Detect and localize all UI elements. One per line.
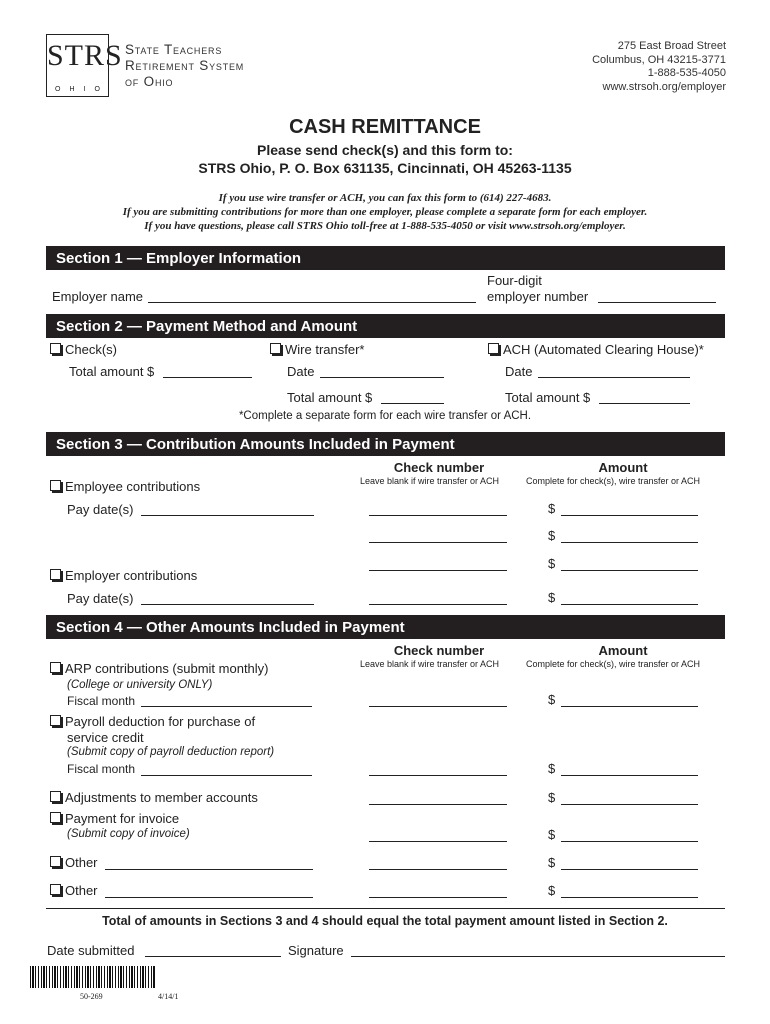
payroll-deduction-label-2: service credit [67,730,144,745]
wire-date-field[interactable] [320,377,444,378]
adjustments-option[interactable] [50,790,258,805]
form-number: 50-269 [80,992,103,1001]
s3-check-number-header: Check number [393,460,485,475]
invoice-checkbox[interactable] [50,812,61,823]
s3-dollar-1: $ [548,501,556,516]
s3-amount-field-1[interactable] [561,515,698,516]
other-check-number-field-1[interactable] [369,869,507,870]
employee-contributions-checkbox[interactable] [50,480,61,491]
payroll-deduction-checkbox[interactable] [50,715,61,726]
employer-contributions-label: Employer contributions [65,568,198,583]
signature-field[interactable] [351,956,725,957]
s4-amount-header: Amount [598,643,648,658]
s3-amount-header: Amount [598,460,648,475]
four-digit-label: Four-digit [487,273,542,288]
other-checkbox-2[interactable] [50,884,61,895]
payroll-deduction-note: (Submit copy of payroll deduction report) [67,746,275,758]
checks-total-label: Total amount $ [69,364,155,379]
s3-dollar-3: $ [548,556,556,571]
payroll-fiscal-month-field[interactable] [141,775,312,776]
section-2-header: Section 2 — Payment Method and Amount [46,314,725,338]
checks-option[interactable] [50,342,117,357]
date-submitted-field[interactable] [145,956,281,957]
s4-check-number-note: Leave blank if wire transfer or ACH [360,659,500,669]
other-label-1: Other [65,855,98,870]
employer-number-label: employer number [487,289,589,304]
s4-amount-note: Complete for check(s), wire transfer or ACH [526,659,701,669]
s3-amount-note: Complete for check(s), wire transfer or ACH [526,476,701,486]
other-description-field-2[interactable] [105,897,313,898]
employer-contributions-checkbox[interactable] [50,569,61,580]
invoice-check-number-field[interactable] [369,841,507,842]
adjustments-check-number-field[interactable] [369,804,507,805]
wire-label: Wire transfer* [285,342,365,357]
other-dollar-1: $ [548,855,556,870]
invoice-dollar: $ [548,827,556,842]
org-line-1: State Teachers [125,42,223,57]
s3-check-number-field-2[interactable] [369,542,507,543]
s3-check-number-note: Leave blank if wire transfer or ACH [360,476,500,486]
wire-date-label: Date [287,364,315,379]
payroll-deduction-option[interactable] [50,714,255,729]
total-instruction: Total of amounts in Sections 3 and 4 should equal the total payment amount listed in Section 2. [102,914,668,928]
other-check-number-field-2[interactable] [369,897,507,898]
employer-name-label: Employer name [52,289,144,304]
arp-option[interactable] [50,661,269,676]
s3-check-number-field-1[interactable] [369,515,507,516]
other-description-field-1[interactable] [105,869,313,870]
other-amount-field-1[interactable] [561,869,698,870]
s3-amount-field-2[interactable] [561,542,698,543]
employee-pay-dates-field[interactable] [141,515,314,516]
invoice-amount-field[interactable] [561,841,698,842]
arp-checkbox[interactable] [50,662,61,673]
invoice-label: Payment for invoice [65,811,180,826]
payroll-fiscal-month-label: Fiscal month [67,762,136,776]
invoice-note: (Submit copy of invoice) [67,828,190,840]
employer-number-field[interactable] [598,302,716,303]
checks-checkbox[interactable] [50,343,61,354]
wire-option[interactable] [270,342,364,357]
payroll-deduction-label: Payroll deduction for purchase of [65,714,256,729]
arp-label: ARP contributions (submit monthly) [65,661,269,676]
org-line-2: Retirement System [125,58,245,73]
form-title: CASH REMITTANCE [289,116,481,138]
employer-contributions-option[interactable] [50,568,197,583]
payroll-amount-field[interactable] [561,775,698,776]
other-checkbox-1[interactable] [50,856,61,867]
logo-text: STRS [47,39,123,72]
s4-check-number-header: Check number [393,643,485,658]
city-state-zip: Columbus, OH 43215-3771 [592,53,726,66]
wire-total-label: Total amount $ [287,390,373,405]
other-label-2: Other [65,883,98,898]
adjustments-label: Adjustments to member accounts [65,790,258,805]
s3-amount-field-3[interactable] [561,570,698,571]
note-fax: If you use wire transfer or ACH, you can fax this form to (614) 227-4683. [218,192,552,204]
date-submitted-label: Date submitted [47,943,135,958]
adjustments-amount-field[interactable] [561,804,698,805]
employee-contributions-option[interactable] [50,479,200,494]
mailing-address: STRS Ohio, P. O. Box 631135, Cincinnati, OH 45263-1135 [198,160,572,176]
ach-total-field[interactable] [599,403,690,404]
s3-dollar-4: $ [548,590,556,605]
employee-pay-dates-label: Pay date(s) [67,502,134,517]
ach-total-label: Total amount $ [505,390,591,405]
ach-checkbox[interactable] [488,343,499,354]
org-line-3: of Ohio [125,74,174,89]
contact-address [592,40,726,94]
other-option-1[interactable] [50,855,98,870]
organization-name [125,42,244,90]
employer-pay-dates-label: Pay date(s) [67,591,134,606]
section-4-header: Section 4 — Other Amounts Included in Payment [46,615,725,639]
street-address: 275 East Broad Street [617,40,726,52]
section-1-header: Section 1 — Employer Information [46,246,725,270]
s3-check-number-field-3[interactable] [369,570,507,571]
form-revision: 4/14/1 [158,992,179,1001]
other-amount-field-2[interactable] [561,897,698,898]
send-instruction: Please send check(s) and this form to: [257,142,513,158]
ach-date-label: Date [505,364,533,379]
logo-subtext: OHIO [55,86,109,93]
arp-amount-field[interactable] [561,706,698,707]
ach-label: ACH (Automated Clearing House)* [503,342,704,357]
arp-dollar: $ [548,692,556,707]
employer-pay-dates-field[interactable] [141,604,314,605]
arp-fiscal-month-field[interactable] [141,706,312,707]
adjustments-checkbox[interactable] [50,791,61,802]
s3-dollar-2: $ [548,528,556,543]
s3-amount-field-4[interactable] [561,604,698,605]
checks-total-field[interactable] [163,377,252,378]
adjustments-dollar: $ [548,790,556,805]
ach-option[interactable] [488,342,704,357]
note-multiple-employers: If you are submitting contributions for more than one employer, please complete a separate form for each employer. [122,206,648,218]
checks-label: Check(s) [65,342,118,357]
wire-checkbox[interactable] [270,343,281,354]
section-3-header: Section 3 — Contribution Amounts Included in Payment [46,432,725,456]
payroll-check-number-field[interactable] [369,775,507,776]
strs-logo [46,34,123,97]
footer-divider [46,908,725,909]
phone-number: 1-888-535-4050 [647,67,726,79]
other-option-2[interactable] [50,883,98,898]
wire-total-field[interactable] [381,403,444,404]
arp-note: (College or university ONLY) [67,679,213,691]
website: www.strsoh.org/employer [602,80,726,93]
barcode [30,966,156,988]
arp-check-number-field[interactable] [369,706,507,707]
invoice-option[interactable] [50,811,179,826]
arp-fiscal-month-label: Fiscal month [67,694,136,708]
note-questions: If you have questions, please call STRS Ohio toll-free at 1-888-535-4050 or visit www.strsoh.org/employer. [144,220,626,232]
signature-label: Signature [288,943,344,958]
employee-contributions-label: Employee contributions [65,479,201,494]
ach-date-field[interactable] [538,377,690,378]
section-2-footnote: *Complete a separate form for each wire transfer or ACH. [238,410,532,422]
employer-name-field[interactable] [148,302,476,303]
payroll-dollar: $ [548,761,556,776]
other-dollar-2: $ [548,883,556,898]
s3-check-number-field-4[interactable] [369,604,507,605]
